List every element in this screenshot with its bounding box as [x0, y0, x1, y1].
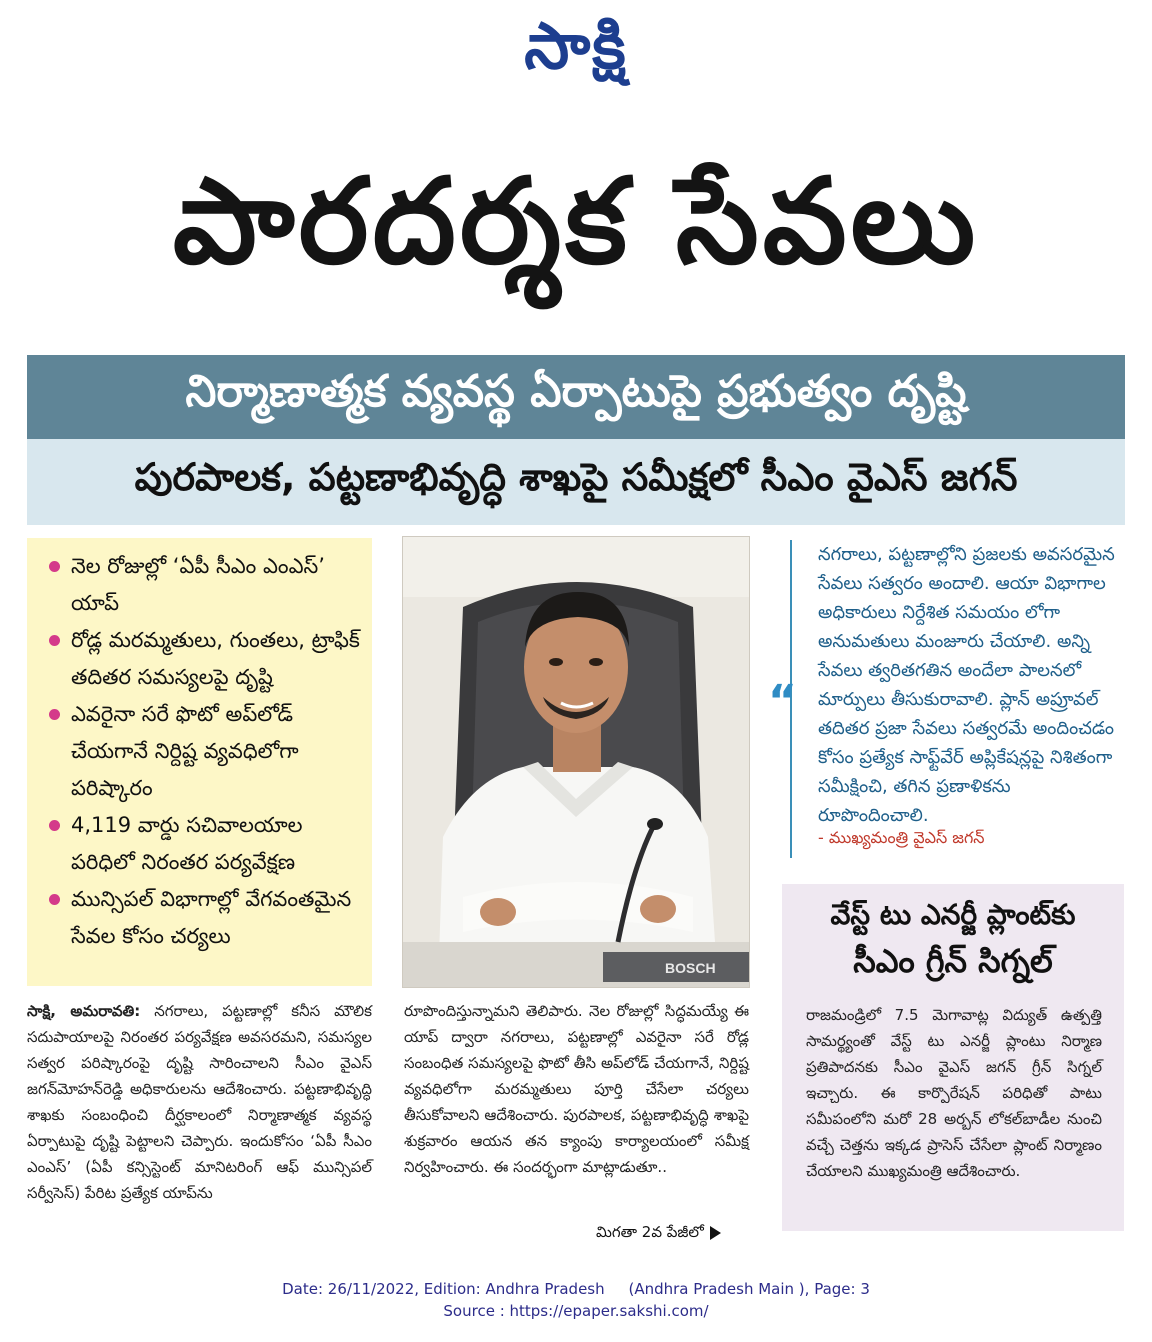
- bullet-icon: [49, 894, 60, 905]
- bullet-icon: [49, 820, 60, 831]
- newspaper-logo: సాక్షి: [524, 9, 628, 84]
- article-dateline: సాక్షి, అమరావతి:: [27, 1002, 141, 1020]
- bullet-icon: [49, 709, 60, 720]
- page-footer: [0, 1278, 1152, 1322]
- portrait-illustration: [403, 537, 749, 987]
- continued-on-page[interactable]: [596, 1223, 721, 1245]
- highlights-box: [27, 538, 372, 986]
- subheadline-primary: [27, 355, 1125, 439]
- play-arrow-icon: [710, 1226, 721, 1240]
- article-column-1: [27, 998, 372, 1206]
- quote-text: నగరాలు, పట్టణాల్లోని ప్రజలకు అవసరమైన సేవలు సత్వరం అందాలి. ఆయా విభాగాల అధికారులు నిర్దేశిత సమయం లోగా అనుమతులు మంజూరు చేయాలి. అన్ని సేవలు త్వరితగతిన అందేలా పాలనలో మార్పులు తీసుకురావాలి. ప్లాన్ అప్రూవల్ తదితర ప్రజా సేవలు సత్వరమే అందించడం కోసం ప్రత్యేక సాఫ్ట్‌వేర్ అప్లికేషన్లపై నిశితంగా సమీక్షించి, తగిన ప్రణాళికను రూపొందించాలి.: [818, 544, 1115, 826]
- cm-quote: [768, 540, 1118, 860]
- highlight-item: మున్సిపల్ విభాగాల్లో వేగవంతమైన సేవల కోసం చర్యలు: [49, 881, 360, 955]
- article-column-2: [404, 998, 749, 1180]
- footer-source-line[interactable]: Source : https://epaper.sakshi.com/: [443, 1302, 709, 1320]
- article-column-2-text: రూపొందిస్తున్నామని తెలిపారు. నెల రోజుల్లో సిద్ధమయ్యే ఈ యాప్ ద్వారా నగరాలు, పట్టణాల్లో ఎవరైనా సరే రోడ్ల సంబంధిత సమస్యలపై ఫొటో తీసి అప్‌లోడ్ చేయగానే, నిర్దిష్ట వ్యవధిలోగా మరమ్మతులు పూర్తి చేసేలా చర్యలు తీసుకోవాలని ఆదేశించారు. పురపాలక, పట్టణాభివృద్ధి శాఖపై శుక్రవారం ఆయన తన క్యాంపు కార్యాలయంలో సమీక్ష నిర్వహించారు. ఈ సందర్భంగా మాట్లాడుతూ..: [404, 1002, 749, 1176]
- highlight-item: 4,119 వార్డు సచివాలయాల పరిధిలో నిరంతర పర్యవేక్షణ: [49, 807, 360, 881]
- subheadline-secondary-text: పురపాలక, పట్టణాభివృద్ధి శాఖపై సమీక్షలో సీఎం వైఎస్ జగన్: [134, 455, 1018, 499]
- highlight-item: ఎవరైనా సరే ఫొటో అప్‌లోడ్ చేయగానే నిర్దిష్ట వ్యవధిలోగా పరిష్కారం: [49, 696, 360, 807]
- bullet-icon: [49, 561, 60, 572]
- highlight-item: నెల రోజుల్లో ‘ఏపీ సీఎం ఎంఎస్’ యాప్: [49, 548, 360, 622]
- highlight-item: రోడ్ల మరమ్మతులు, గుంతలు, ట్రాఫిక్ తదితర సమస్యలపై దృష్టి: [49, 622, 360, 696]
- article-column-1-text: నగరాలు, పట్టణాల్లో కనీస మౌలిక సదుపాయాలపై నిరంతర పర్యవేక్షణ అవసరమని, సమస్యల సత్వర పరిష్కారంపై దృష్టి సారించాలని సీఎం వైఎస్ జగన్‌మోహన్‌రెడ్డి అధికారులను ఆదేశించారు. పట్టణాభివృద్ధి శాఖకు సంబంధించి దీర్ఘకాలంలో నిర్మాణాత్మక వ్యవస్థ ఏర్పాటుపై దృష్టి పెట్టాలని చెప్పారు. ఇందుకోసం ‘ఏపీ సీఎం ఎంఎస్’ (ఏపీ కన్సిస్టెంట్ మానిటరింగ్ ఆఫ్ మున్సిపల్ సర్వీసెస్) పేరిట ప్రత్యేక యాప్‌ను: [27, 1002, 372, 1202]
- subheadline-primary-text: నిర్మాణాత్మక వ్యవస్థ ఏర్పాటుపై ప్రభుత్వం దృష్టి: [185, 366, 967, 417]
- bosch-label: BOSCH: [665, 960, 716, 976]
- cm-photo: [402, 536, 750, 988]
- continued-label: మిగతా 2వ పేజీలో: [596, 1223, 704, 1241]
- footer-edition-line: Date: 26/11/2022, Edition: Andhra Pradesh (Andhra Pradesh Main ), Page: 3: [282, 1280, 870, 1298]
- subheadline-secondary: [27, 439, 1125, 525]
- sidebox-title-line2: సీఎం గ్రీన్ సిగ్నల్: [853, 942, 1053, 980]
- sidebox-title-line1: వేస్ట్ టు ఎనర్జీ ప్లాంట్‌కు: [830, 898, 1076, 931]
- bullet-icon: [49, 635, 60, 646]
- waste-to-energy-box: [782, 884, 1124, 1231]
- headline-text: పారదర్శక సేవలు: [172, 151, 980, 290]
- quote-author: - ముఖ్యమంత్రి వైఎస్ జగన్: [818, 828, 985, 847]
- masthead: [0, 8, 1152, 100]
- sidebox-body: రాజమండ్రిలో 7.5 మెగావాట్ల విద్యుత్ ఉత్పత్తి సామర్థ్యంతో వేస్ట్ టు ఎనర్జీ ప్లాంటు నిర్మాణ ప్రతిపాదనకు సీఎం వైఎస్ జగన్ గ్రీన్ సిగ్నల్ ఇచ్చారు. ఈ కార్పొరేషన్ పరిధితో పాటు సమీపంలోని మరో 28 అర్బన్ లోకల్‌బాడీల నుంచి వచ్చే చెత్తను ఇక్కడ ప్రాసెస్ చేసేలా ప్లాంట్ నిర్మాణం చేయాలని ముఖ్యమంత్రి ఆదేశించారు.: [806, 1006, 1102, 1180]
- quote-icon: “: [768, 676, 797, 727]
- main-headline: [20, 140, 1132, 330]
